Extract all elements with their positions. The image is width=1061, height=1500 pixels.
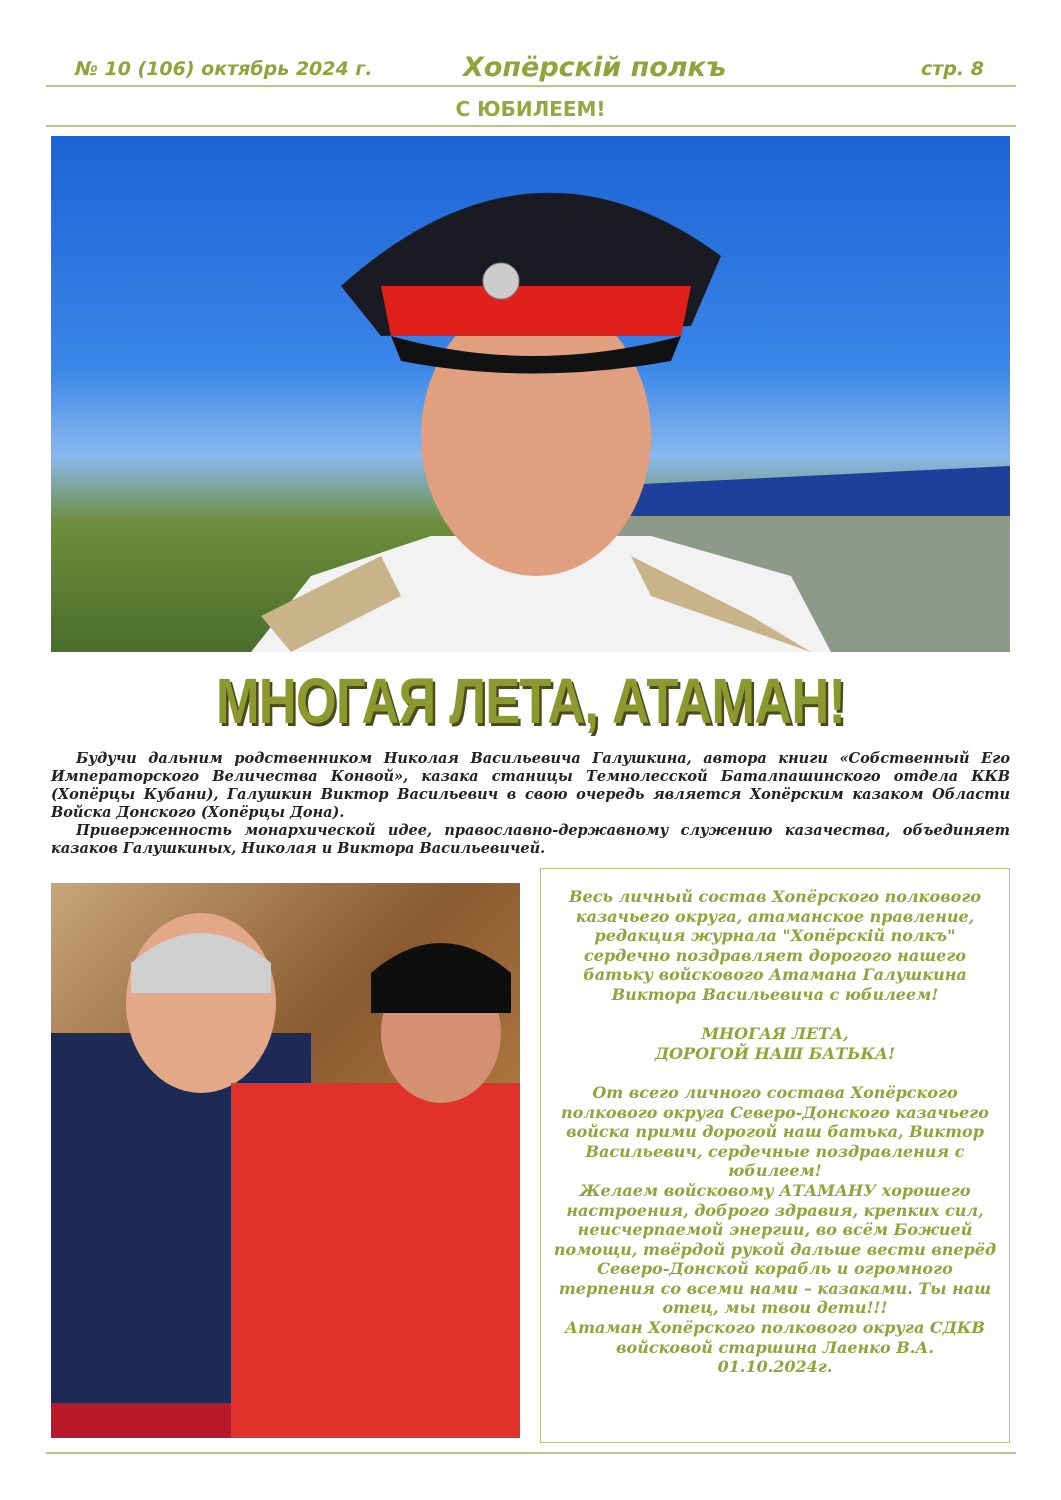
greeting-box (540, 868, 1010, 1443)
intro-paragraph: Приверженность монархической идее, православно-державному служению казачества, объединяет казаков Галушкиных, Николая и Виктора Васильевичей. (51, 822, 1010, 857)
page-number: стр. 8 (921, 58, 984, 80)
header-rule (46, 85, 1016, 87)
issue-number: № 10 (106) октябрь 2024 г. (75, 58, 373, 80)
greeting-paragraph: Весь личный состав Хопёрского полкового казачьего округа, атаманское правление, редакция журнала "Хопёрскій полкъ" сердечно поздравляет дорогого нашего батьку войскового Атамана Галушкина Виктора Васильевича с юбилеем! (569, 887, 981, 1004)
greeting-paragraph: Желаем войсковому АТАМАНУ хорошего настроения, доброго здравия, крепких сил, неисчерпаемой энергии, во всём Божией помощи, твёрдой рукой дальше вести вперёд Северо-Донской корабль и огромного терпения со всеми нами – казаками. Ты наш отец, мы твои дети!!! (553, 1180, 997, 1318)
greeting-exclaim-line: МНОГАЯ ЛЕТА, (701, 1024, 849, 1044)
greeting-exclaim-line: ДОРОГОЙ НАШ БАТЬКА! (654, 1043, 896, 1063)
section-rule (46, 125, 1016, 127)
greeting-signature: Атаман Хопёрского полкового округа СДКВ войсковой старшина Лаенко В.А. (565, 1318, 985, 1357)
award-ceremony-photo (51, 883, 520, 1438)
greeting-paragraph: От всего личного состава Хопёрского полкового округа Северо-Донского казачьего войска прими дорогой наш батька, Виктор Васильевич, сердечные поздравления с юбилеем! (561, 1082, 989, 1181)
intro-text (51, 750, 1010, 858)
intro-paragraph: Будучи дальним родственником Николая Васильевича Галушкина, автора книги «Собственный Его Императорского Величества Конвой», казака станицы Темнолесской Баталпашинского отдела ККВ (Хопёрцы Кубани), Галушкин Виктор Васильевич в свою очередь является Хопёрским казаком Области Войска Донского (Хопёрцы Дона). (51, 750, 1010, 821)
newspaper-title: Хопёрскій полкъ (463, 52, 727, 83)
greeting-date: 01.10.2024г. (717, 1357, 833, 1377)
ataman-portrait-photo (51, 136, 1010, 652)
section-title: С ЮБИЛЕЕМ! (455, 97, 606, 121)
headline: МНОГАЯ ЛЕТА, АТАМАН! (215, 665, 846, 737)
footer-rule (46, 1452, 1016, 1454)
